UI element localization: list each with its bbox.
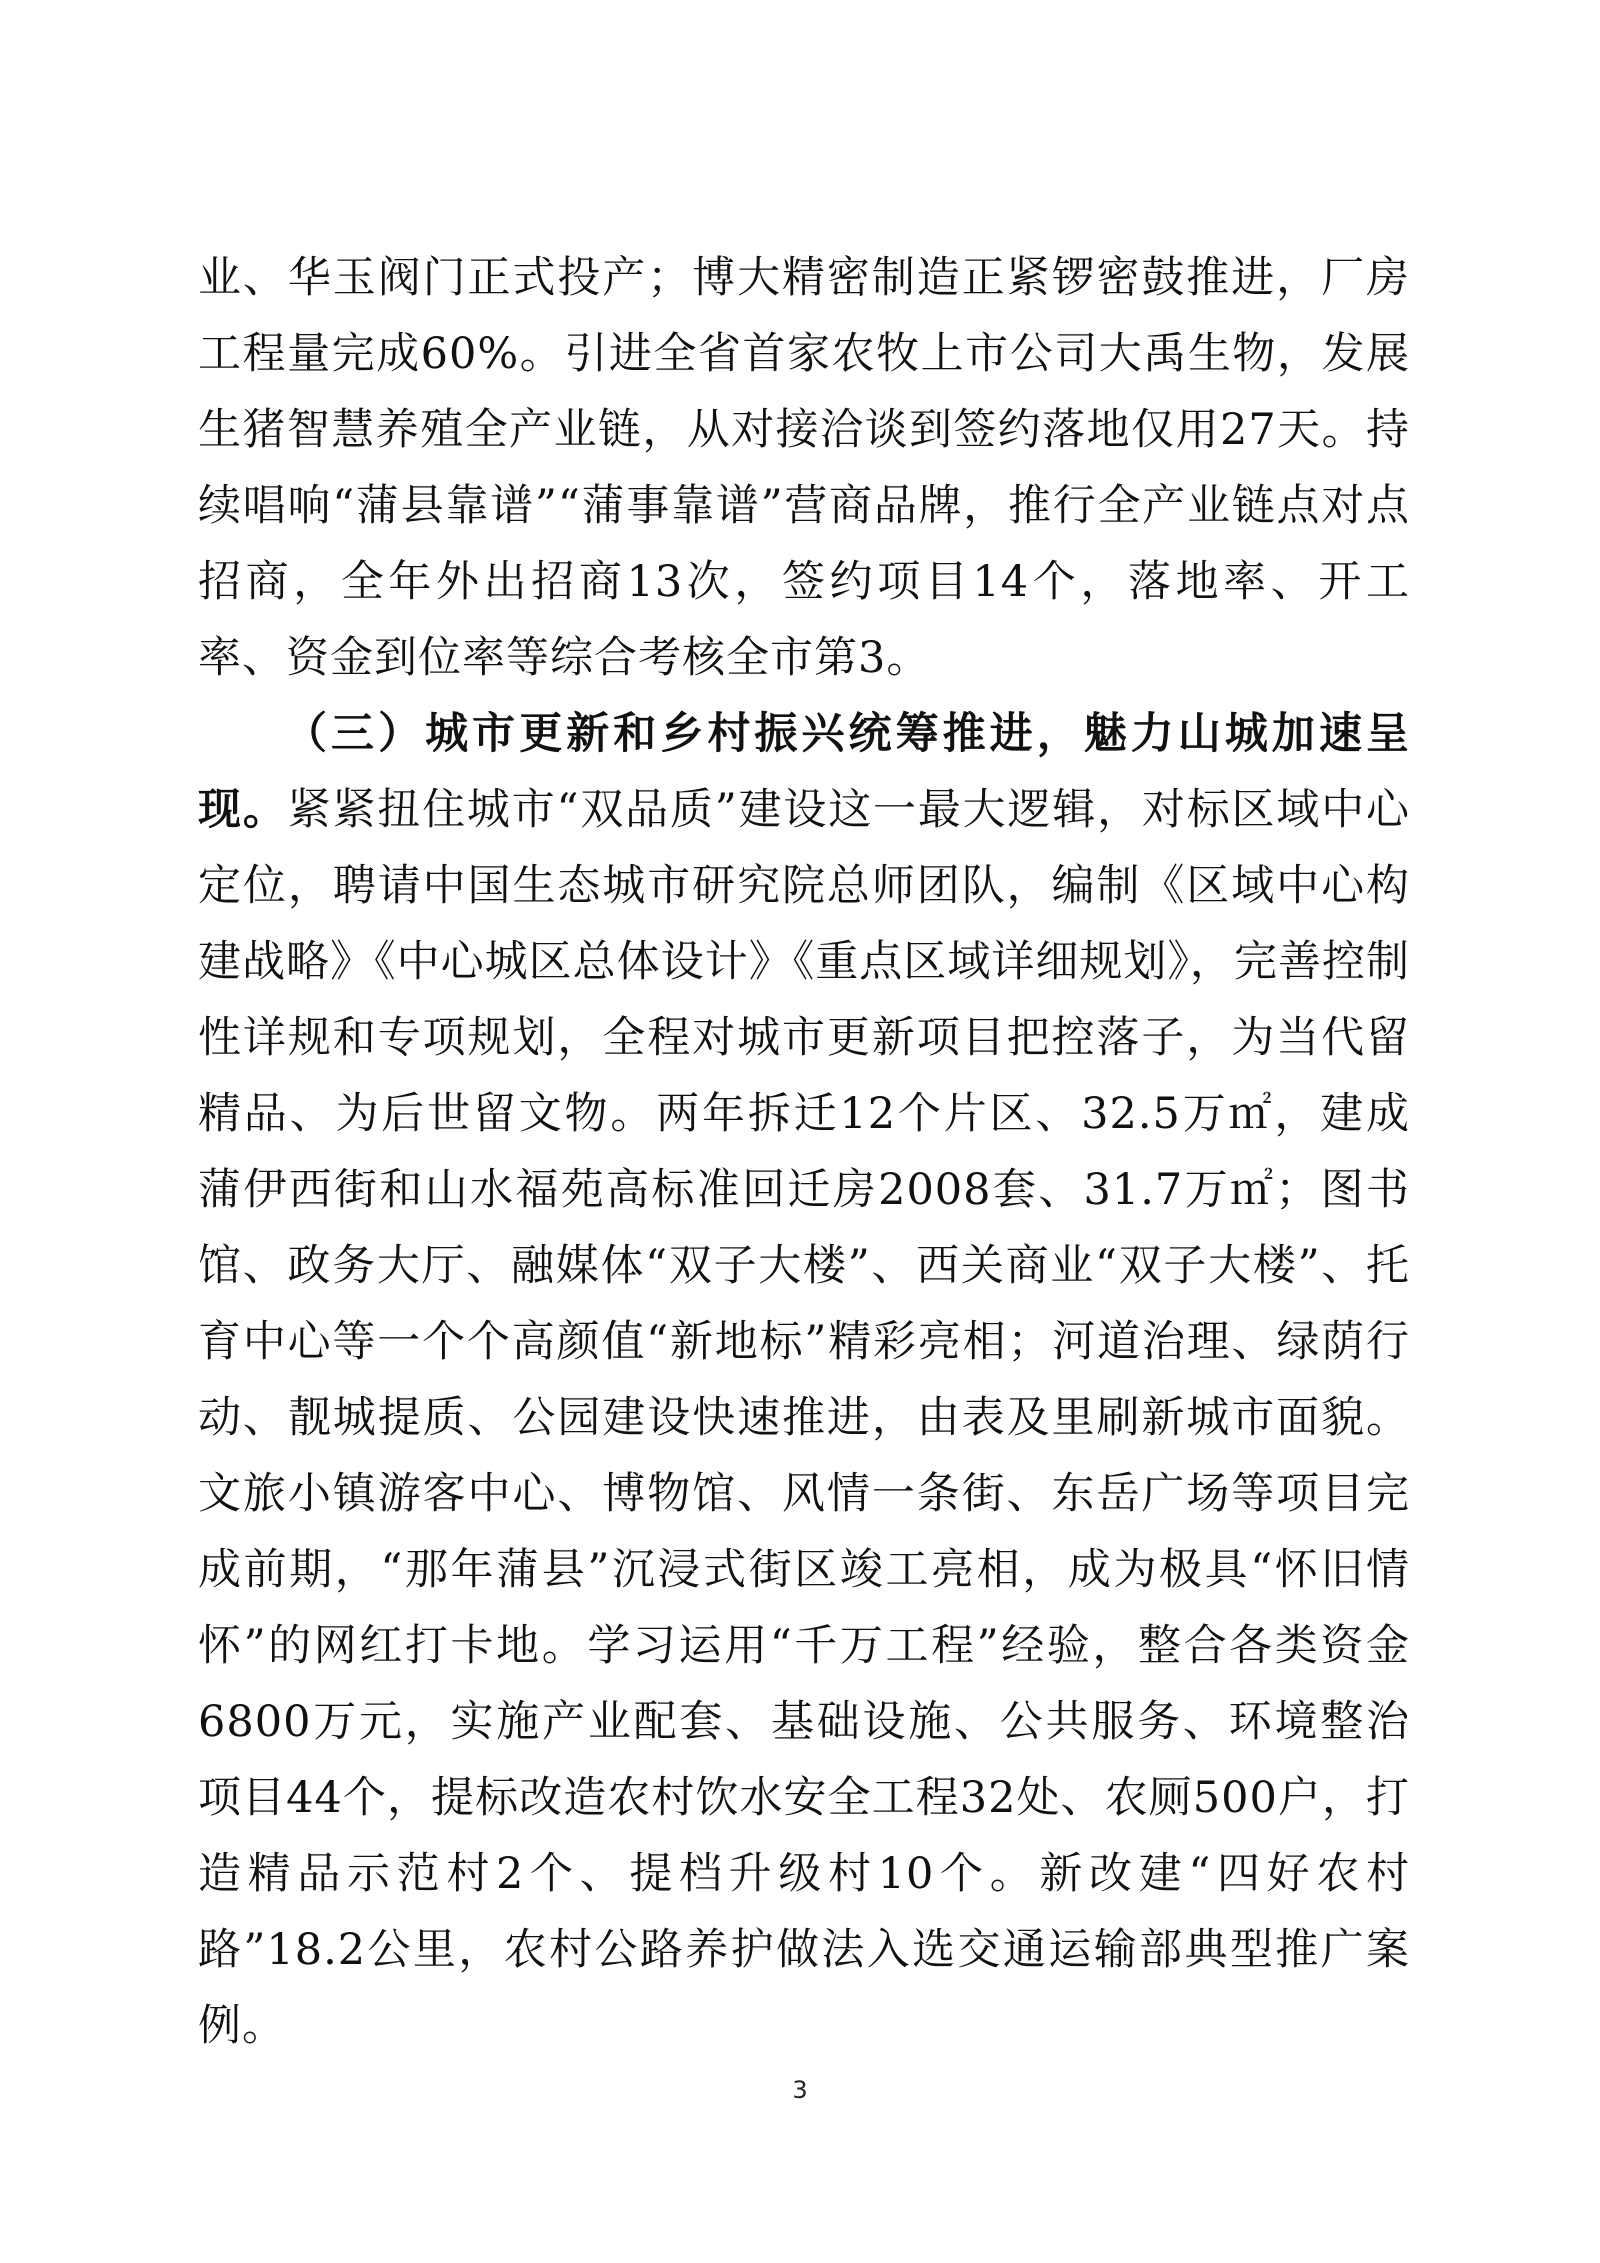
section-heading: （三）城市更新和乡村振兴统筹推进，魅力山城加速呈现。: [198, 709, 1410, 835]
paragraph-investment: 业、华玉阀门正式投产；博大精密制造正紧锣密鼓推进，厂房工程量完成60%。引进全省首家农牧上市公司大禹生物，发展生猪智慧养殖全产业链，从对接洽谈到签约落地仅用27天。持续唱响“蒲县靠谱”“蒲事靠谱”营商品牌，推行全产业链点对点招商，全年外出招商13次，签约项目14个，落地率、开工率、资金到位率等综合考核全市第3。: [198, 253, 1410, 683]
paragraph-urban-rural: 紧紧扭住城市“双品质”建设这一最大逻辑，对标区域中心定位，聘请中国生态城市研究院总师团队，编制《区域中心构建战略》《中心城区总体设计》《重点区域详细规划》，完善控制性详规和专项规划，全程对城市更新项目把控落子，为当代留精品、为后世留文物。两年拆迁12个片区、32.5万㎡，建成蒲伊西街和山水福苑高标准回迁房2008套、31.7万㎡；图书馆、政务大厅、融媒体“双子大楼”、西关商业“双子大楼”、托育中心等一个个高颜值“新地标”精彩亮相；河道治理、绿荫行动、靓城提质、公园建设快速推进，由表及里刷新城市面貌。文旅小镇游客中心、博物馆、风情一条街、东岳广场等项目完成前期，“那年蒲县”沉浸式街区竣工亮相，成为极具“怀旧情怀”的网红打卡地。学习运用“千万工程”经验，整合各类资金6800万元，实施产业配套、基础设施、公共服务、环境整治项目44个，提标改造农村饮水安全工程32处、农厕500户，打造精品示范村2个、提档升级村10个。新改建“四好农村路”18.2公里，农村公路养护做法入选交通运输部典型推广案例。: [198, 785, 1411, 2051]
page-number: 3: [792, 2076, 808, 2104]
document-body: [198, 240, 1410, 2064]
section-three-paragraph: [198, 696, 1410, 2064]
